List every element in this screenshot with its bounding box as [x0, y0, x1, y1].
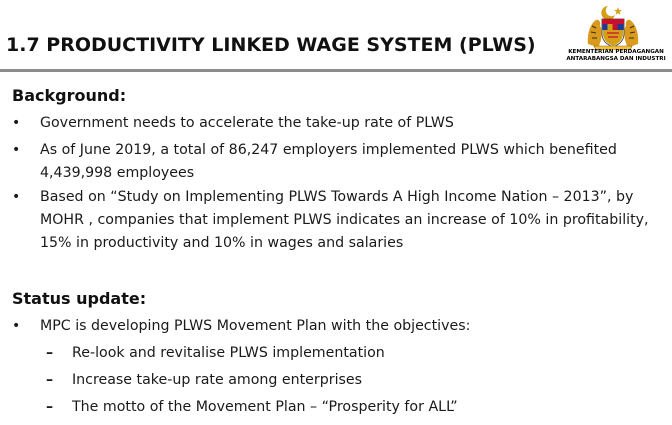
coat-of-arms-icon	[584, 4, 642, 50]
ministry-logo	[566, 4, 666, 66]
bullet-icon: •	[12, 318, 21, 334]
bullet-icon: •	[12, 115, 21, 131]
bullet-icon: •	[12, 142, 21, 158]
ministry-name	[566, 49, 666, 63]
bullet-text: As of June 2019, a total of 86,247 employers implemented PLWS which benefited 4,439,998 employees	[40, 142, 617, 181]
dash-icon: –	[46, 399, 54, 415]
status-heading: Status update:	[12, 289, 147, 308]
ministry-name-line2: ANTARABANGSA DAN INDUSTRI	[566, 56, 666, 62]
dash-icon: –	[46, 345, 54, 361]
dash-icon: –	[46, 372, 54, 388]
slide-header	[0, 0, 672, 70]
bullet-icon: •	[12, 189, 21, 205]
sub-item-text: Increase take-up rate among enterprises	[72, 372, 363, 388]
header-divider	[0, 69, 672, 72]
background-heading: Background:	[12, 86, 127, 105]
bullet-text: MPC is developing PLWS Movement Plan with the objectives:	[40, 318, 471, 334]
slide-title: 1.7 PRODUCTIVITY LINKED WAGE SYSTEM (PLWS)	[6, 34, 536, 56]
sub-item-text: The motto of the Movement Plan – “Prosperity for ALL”	[72, 399, 458, 415]
bullet-text: Based on “Study on Implementing PLWS Towards A High Income Nation – 2013”, by MOHR , companies that implement PLWS indicates an increase of 10% in profitability, 15% in productivity and 10% in wages and salaries	[40, 189, 649, 251]
bullet-text: Government needs to accelerate the take-up rate of PLWS	[40, 115, 454, 131]
sub-item-text: Re-look and revitalise PLWS implementation	[72, 345, 385, 361]
ministry-name-line1: KEMENTERIAN PERDAGANGAN	[568, 49, 664, 55]
